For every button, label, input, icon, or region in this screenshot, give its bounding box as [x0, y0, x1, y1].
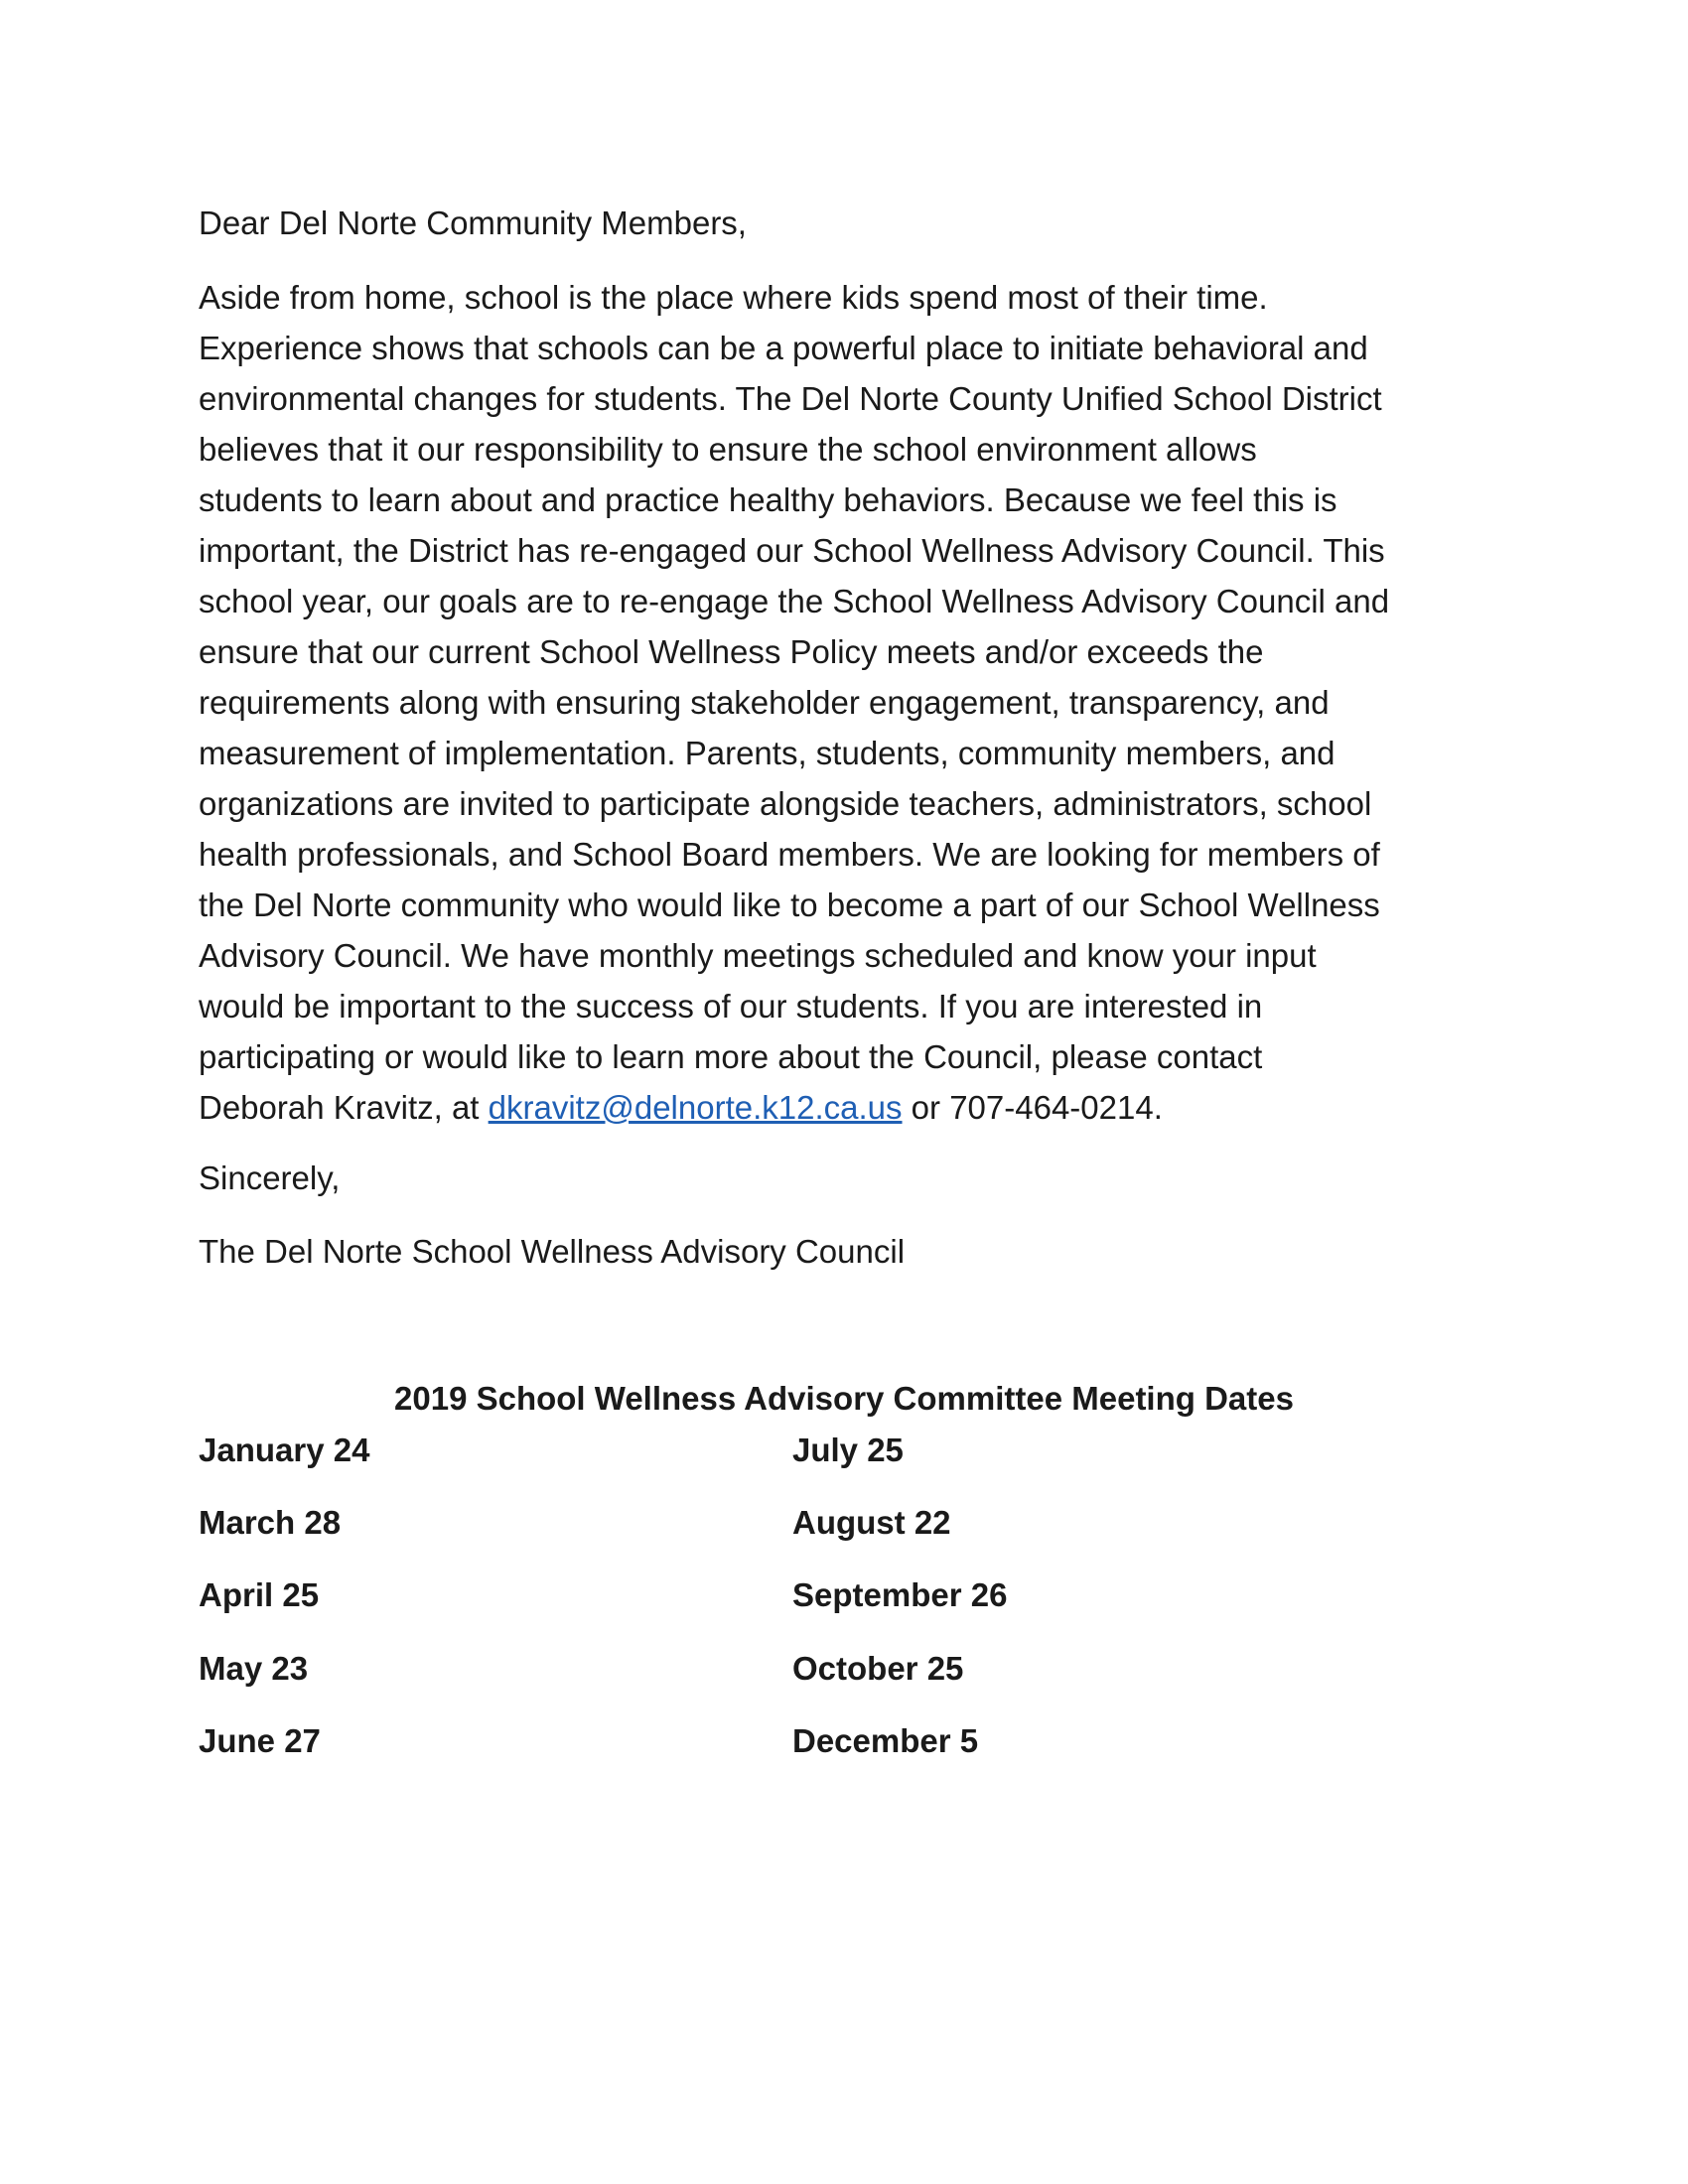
body-line: ensure that our current School Wellness Policy meets and/or exceeds the	[199, 633, 1264, 670]
meeting-date: September 26	[792, 1576, 1008, 1613]
meeting-dates-title: 2019 School Wellness Advisory Committee Meeting Dates	[394, 1380, 1294, 1417]
meeting-date: January 24	[199, 1432, 370, 1468]
meeting-date: April 25	[199, 1576, 320, 1613]
letter-greeting: Dear Del Norte Community Members,	[199, 205, 747, 241]
body-line: organizations are invited to participate alongside teachers, administrators, school	[199, 785, 1372, 822]
body-line: requirements along with ensuring stakeholder engagement, transparency, and	[199, 684, 1330, 721]
meeting-date: August 22	[792, 1504, 951, 1541]
meeting-date: October 25	[792, 1650, 964, 1687]
body-line: participating or would like to learn more about the Council, please contact	[199, 1038, 1263, 1075]
letter-signature: The Del Norte School Wellness Advisory Council	[199, 1233, 906, 1270]
body-line: believes that it our responsibility to ensure the school environment allows	[199, 431, 1257, 468]
contact-email-link[interactable]: dkravitz@delnorte.k12.ca.us	[488, 1089, 903, 1126]
meeting-date: May 23	[199, 1650, 309, 1687]
body-line: students to learn about and practice healthy behaviors. Because we feel this is	[199, 481, 1337, 518]
body-line: important, the District has re-engaged our School Wellness Advisory Council. This	[199, 532, 1385, 569]
meeting-date: July 25	[792, 1432, 904, 1468]
body-line: Experience shows that schools can be a powerful place to initiate behavioral and	[199, 330, 1368, 366]
contact-suffix: or 707-464-0214.	[902, 1089, 1163, 1126]
body-line: Aside from home, school is the place where kids spend most of their time.	[199, 279, 1268, 316]
body-line: measurement of implementation. Parents, students, community members, and	[199, 735, 1336, 771]
meeting-date: December 5	[792, 1722, 979, 1759]
meeting-date: March 28	[199, 1504, 342, 1541]
body-line: health professionals, and School Board members. We are looking for members of	[199, 836, 1380, 873]
body-line: the Del Norte community who would like to become a part of our School Wellness	[199, 887, 1380, 923]
body-line: would be important to the success of our students. If you are interested in	[199, 988, 1263, 1024]
contact-prefix: Deborah Kravitz, at	[199, 1089, 489, 1126]
letter-body	[199, 272, 1489, 1133]
letter-closing: Sincerely,	[199, 1160, 341, 1196]
contact-line	[199, 1082, 1489, 1133]
body-line: environmental changes for students. The Del Norte County Unified School District	[199, 380, 1382, 417]
body-line: school year, our goals are to re-engage the School Wellness Advisory Council and	[199, 583, 1390, 619]
body-line: Advisory Council. We have monthly meetings scheduled and know your input	[199, 937, 1317, 974]
meeting-date: June 27	[199, 1722, 321, 1759]
